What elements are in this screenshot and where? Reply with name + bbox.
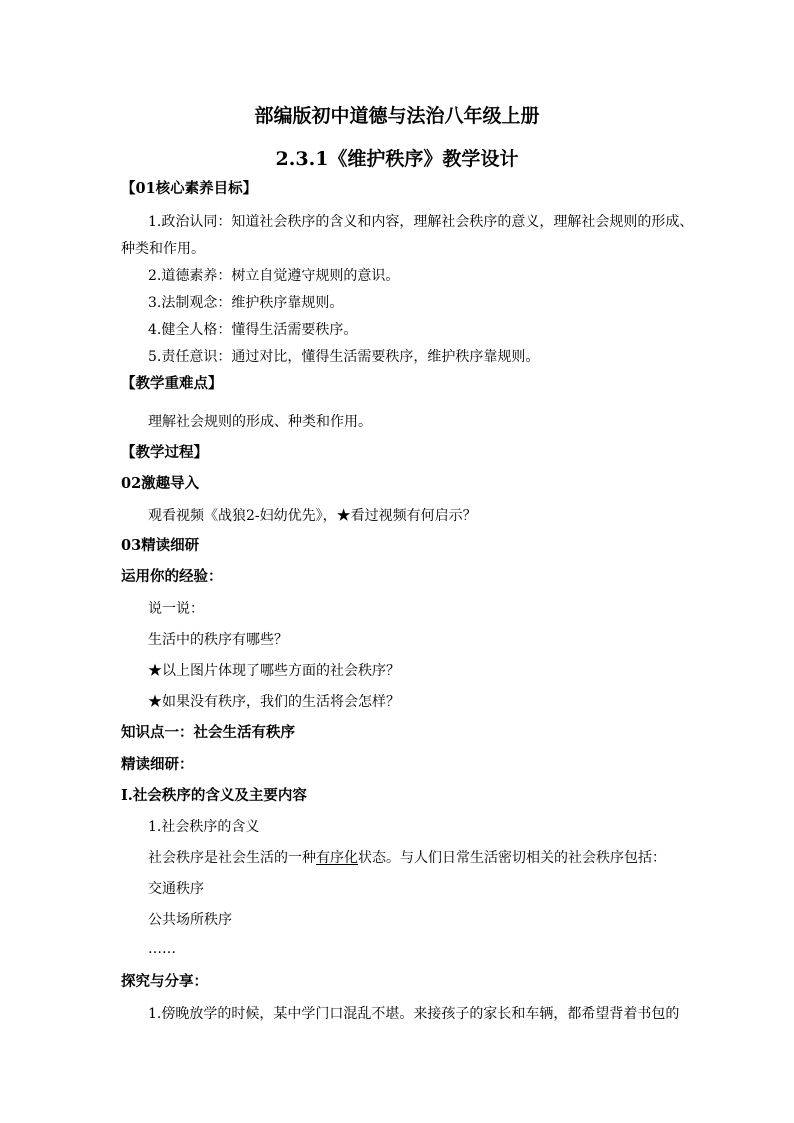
knowledge-1-heading: 知识点一：社会生活有秩序	[121, 724, 295, 741]
definition-suffix: 状态。与人们日常生活密切相关的社会秩序包括：	[358, 850, 666, 866]
say-label: 说一说：	[148, 601, 204, 617]
process-heading: 【教学过程】	[121, 444, 208, 461]
social-order-subheading: Ⅰ.社会秩序的含义及主要内容	[121, 787, 307, 804]
goal-item-3: 3.法制观念：维护秩序靠规则。	[148, 295, 344, 311]
example-public-order: 公共场所秩序	[148, 912, 232, 928]
document-subtitle: 2.3.1《维护秩序》教学设计	[275, 148, 519, 170]
star-question-1: ★以上图片体现了哪些方面的社会秩序？	[148, 663, 400, 679]
study-heading: 03精读细研	[121, 537, 200, 554]
experience-heading: 运用你的经验：	[121, 568, 223, 585]
goal-item-4: 4.健全人格：懂得生活需要秩序。	[148, 322, 358, 338]
explore-text: 1.傍晚放学的时候，某中学门口混乱不堪。来接孩子的家长和车辆，都希望背着书包的	[148, 1006, 680, 1022]
star-question-2: ★如果没有秩序，我们的生活将会怎样？	[148, 694, 400, 710]
document-title: 部编版初中道德与法治八年级上册	[254, 105, 540, 127]
keypoints-heading: 【教学重难点】	[121, 375, 223, 392]
social-order-definition	[148, 849, 666, 867]
social-order-point-1: 1.社会秩序的含义	[148, 819, 260, 835]
intro-text: 观看视频《战狼2-妇幼优先》，★看过视频有何启示？	[148, 508, 477, 524]
intro-heading: 02激趣导入	[121, 475, 200, 492]
example-ellipsis: ……	[148, 941, 176, 957]
goal-item-1-line-2: 种类和作用。	[121, 241, 205, 257]
study-detail-heading: 精读细研：	[121, 756, 194, 773]
definition-underlined-term: 有序化	[316, 850, 358, 866]
goals-heading: 【01核心素养目标】	[121, 180, 258, 197]
keypoints-text: 理解社会规则的形成、种类和作用。	[148, 414, 372, 430]
explore-heading: 探究与分享：	[121, 973, 208, 990]
goal-item-5: 5.责任意识：通过对比，懂得生活需要秩序，维护秩序靠规则。	[148, 349, 540, 365]
definition-prefix: 社会秩序是社会生活的一种	[148, 850, 316, 866]
example-traffic-order: 交通秩序	[148, 881, 204, 897]
order-question: 生活中的秩序有哪些？	[148, 632, 288, 648]
goal-item-1-line-1: 1.政治认同：知道社会秩序的含义和内容，理解社会秩序的意义，理解社会规则的形成、	[148, 214, 694, 230]
goal-item-2: 2.道德素养：树立自觉遵守规则的意识。	[148, 268, 400, 284]
